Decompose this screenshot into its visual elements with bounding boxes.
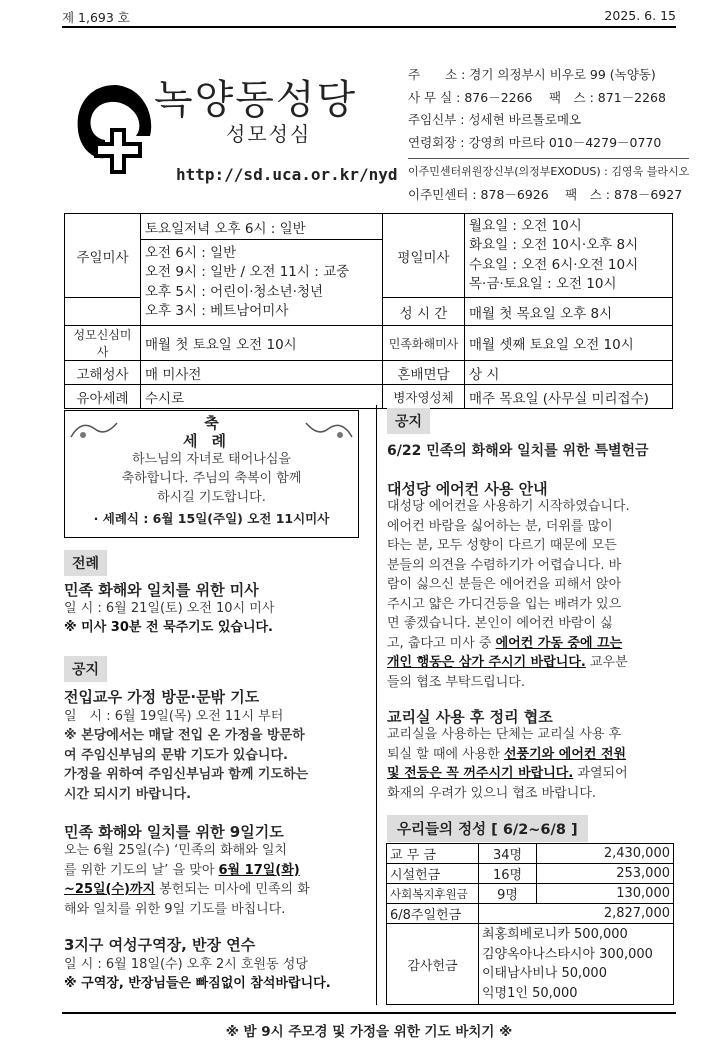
weekday-mass-times: 월요일 : 오전 10시 화요일 : 오전 10시·오후 8시 수요일 : 오전 6시·오전 10시 목·금·토요일 : 오전 10시 (465, 214, 673, 298)
sunday-offering-label: 6/8주일헌금 (387, 904, 479, 924)
confession: 매 미사전 (141, 361, 383, 385)
holy-hour-label: 성 시 간 (383, 298, 465, 326)
infant-baptism: 수시로 (141, 385, 383, 409)
mass-schedule-table (64, 213, 673, 409)
funeral-head: 연령회장 : 강영희 마르타 010－4279－0770 (408, 134, 662, 150)
sick-communion: 매주 목요일 (사무실 미리접수) (465, 385, 673, 409)
heart-mass: 매월 첫 토요일 오전 10시 (141, 326, 383, 361)
unity-mass-note: ※ 미사 30분 전 묵주기도 있습니다. (64, 620, 273, 635)
ornament-right-icon (304, 417, 354, 447)
church-title: 녹양동성당 (154, 77, 358, 123)
offering-name: 교 무 금 (387, 844, 479, 864)
header-bar (62, 6, 676, 28)
home-visit-time: 일 시 : 6월 19일(목) 오전 11시 부터 (64, 709, 284, 724)
thanks-offering-list: 최홍희베로니카 500,000 김양옥아나스타시아 300,000 이태남사비나 50,000 익명1인 50,000 (479, 924, 674, 1005)
website-link[interactable]: http://sd.uca.or.kr/nyd (176, 165, 398, 184)
migrant-center-phone: 이주민센터 : 878－6926 팩 스 : 878－6927 (408, 186, 683, 202)
notice-tag-left: 공지 (64, 656, 107, 682)
notice-tag-right: 공지 (387, 408, 430, 434)
church-logo-icon (70, 80, 160, 180)
offering-tag: 우리들의 정성 [ 6/2~6/8 ] (387, 815, 588, 842)
heart-mass-label: 성모신심미사 (65, 326, 141, 361)
migrant-center-priest: 이주민센터위원장신부(의정부EXODUS) : 김영욱 블라시오 (408, 158, 689, 184)
offering-amount: 130,000 (537, 884, 674, 904)
sunday-mass-label: 주일미사 (65, 214, 141, 298)
footer-prayer: ※ 밤 9시 주모경 및 가정을 위한 기도 바치기 ※ (62, 1012, 676, 1040)
novena-body: 오는 6월 25일(수) ‘민족의 화해와 일치 를 위한 기도의 날’ 을 맞아 6월 17일(화) ~25일(수)까지 봉헌되는 미사에 민족의 화 해와 일치를 위한 9일 기도를 바칩니다. (64, 843, 310, 917)
sunday-offering-amount: 2,827,000 (479, 904, 674, 924)
office-phone: 사 무 실 : 876－2266 팩 스 : 871－2268 (408, 89, 666, 105)
ornament-left-icon (69, 417, 119, 447)
pastor: 주임신부 : 성세현 바르톨로메오 (408, 112, 582, 127)
offering-count: 9명 (479, 884, 537, 904)
offering-table (386, 843, 674, 1005)
home-visit-title: 전입교우 가정 방문·문밖 기도 (64, 688, 260, 706)
baptism-heading-1: 축 (204, 414, 219, 432)
address: 주 소 : 경기 의정부시 비우로 99 (녹양동) (408, 67, 656, 82)
leaders-training-note: ※ 구역장, 반장님들은 빠짐없이 참석바랍니다. (64, 976, 331, 991)
column-divider (376, 405, 377, 1005)
weekday-mass-label: 평일미사 (383, 214, 465, 298)
leaders-training-time: 일 시 : 6월 18일(수) 오후 2시 호원동 성당 (64, 957, 308, 972)
classroom-title: 교리실 사용 후 정리 협조 (387, 708, 553, 726)
offering-name: 사회복지후원금 (387, 884, 479, 904)
liturgy-tag: 전례 (64, 550, 107, 576)
aircon-body: 대성당 에어컨을 사용하기 시작하였습니다. 에어컨 바람을 싫어하는 분, 더위를 많이 타는 분, 모두 성향이 다르기 때문에 모든 분들의 의견을 수렴하기가 어렵습니다. 바 람이 싫으신 분들은 에어컨을 피해서 앉아 주시고 얇은 가디건등을 입는 배려가 있으 면 좋겠습니다. 본인이 에어컨 바람이 싫 고, 춥다고 미사 중 에어컨 가동 중에 끄는 개인 행동은 삼가 주시기 바랍니다. 교우분 들의 협조 부탁드립니다. (387, 499, 630, 690)
holy-hour: 매월 첫 목요일 오후 8시 (465, 298, 673, 326)
baptism-ceremony: · 세례식 : 6월 15일(주일) 오전 11시미사 (93, 511, 330, 526)
baptism-line-1: 하느님의 자녀로 태어나심을 (132, 452, 291, 467)
sick-communion-label: 병자영성체 (383, 385, 465, 409)
aircon-title: 대성당 에어컨 사용 안내 (387, 480, 548, 498)
special-offering-title: 6/22 민족의 화해와 일치를 위한 특별헌금 (387, 443, 649, 459)
offering-name: 시설헌금 (387, 864, 479, 884)
contact-info (408, 64, 689, 206)
baptism-line-2: 축하합니다. 주님의 축복이 함께 (121, 471, 302, 486)
confession-label: 고해성사 (65, 361, 141, 385)
thanks-offering-label: 감사헌금 (387, 924, 479, 1005)
unity-mass-time: 일 시 : 6월 21일(토) 오전 10시 미사 (64, 601, 275, 616)
issue-number: 제 1,693 호 (62, 10, 130, 25)
issue-date: 2025. 6. 15 (604, 8, 676, 23)
leaders-training-title: 3지구 여성구역장, 반장 연수 (64, 936, 256, 954)
baptism-congrats-box (64, 410, 359, 538)
marriage-counsel-label: 혼배면담 (383, 361, 465, 385)
sunday-mass-times: 오전 6시 : 일반 오전 9시 : 일반 / 오전 11시 : 교중 오후 5시 : 어린이·청소년·청년 오후 3시 : 베트남어미사 (141, 240, 383, 326)
offering-count: 16명 (479, 864, 537, 884)
novena-title: 민족 화해와 일치를 위한 9일기도 (64, 823, 284, 841)
marriage-counsel: 상 시 (465, 361, 673, 385)
church-subtitle: 성모성심 (226, 122, 312, 146)
unity-mass: 매월 셋째 토요일 오전 10시 (465, 326, 673, 361)
offering-amount: 253,000 (537, 864, 674, 884)
baptism-heading-2: 세례 (183, 432, 240, 450)
offering-count: 34명 (479, 844, 537, 864)
sunday-eve-mass: 토요일저녁 오후 6시 : 일반 (141, 214, 383, 240)
offering-amount: 2,430,000 (537, 844, 674, 864)
baptism-line-3: 하시길 기도합니다. (157, 490, 266, 505)
classroom-body: 교리실을 사용하는 단체는 교리실 사용 후 퇴실 할 때에 사용한 선풍기와 에어컨 전원 및 전등은 꼭 꺼주시기 바랍니다. 과열되어 화재의 우려가 있으니 협조 바랍니다. (387, 727, 628, 801)
home-visit-body: ※ 본당에서는 매달 전입 온 가정을 방문하 여 주임신부님의 문밖 기도가 있습니다. 가정을 위하여 주임신부님과 함께 기도하는 시간 되시기 바랍니다. (64, 728, 309, 802)
infant-baptism-label: 유아세례 (65, 385, 141, 409)
unity-mass-title: 민족 화해와 일치를 위한 미사 (64, 581, 259, 599)
unity-mass-label: 민족화해미사 (383, 326, 465, 361)
